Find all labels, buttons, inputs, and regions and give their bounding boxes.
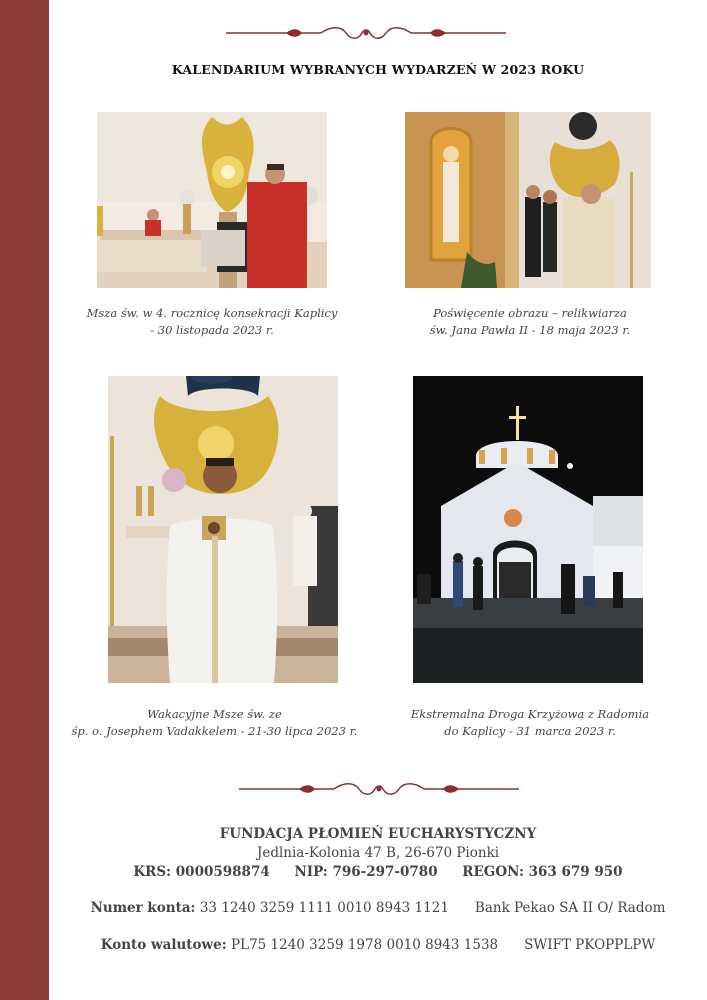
account-number: 33 1240 3259 1111 0010 8943 1121 <box>199 900 449 916</box>
nip-number: NIP: 796-297-0780 <box>294 864 438 880</box>
caption-event-2 <box>395 305 665 339</box>
page-title: KALENDARIUM WYBRANYCH WYDARZEŃ W 2023 ROKU <box>171 62 585 77</box>
caption-event-1 <box>70 305 354 339</box>
regon-number: REGON: 363 679 950 <box>462 864 623 880</box>
caption-event-4-line1: Ekstremalna Droga Krzyżowa z Radomia <box>410 707 650 721</box>
bank-account-line <box>49 900 707 916</box>
caption-event-3-line2: śp. o. Josephem Vadakkelem - 21-30 lipca 2023 r. <box>71 724 358 738</box>
foundation-name: FUNDACJA PŁOMIEŃ EUCHARYSTYCZNY <box>219 826 537 842</box>
account-label: Numer konta: <box>90 900 196 916</box>
bank-name: Bank Pekao SA II O/ Radom <box>474 900 666 916</box>
fx-account-number: PL75 1240 3259 1978 0010 8943 1538 <box>231 937 499 953</box>
caption-event-1-line2: - 30 listopada 2023 r. <box>150 323 274 337</box>
swift-code: SWIFT PKOPPLPW <box>524 937 656 953</box>
top-ornament-divider <box>226 26 506 40</box>
photo-summer-masses <box>108 376 338 683</box>
foundation-address: Jedlnia-Kolonia 47 B, 26-670 Pionki <box>256 845 500 861</box>
side-band <box>0 0 49 1000</box>
caption-event-4-line2: do Kaplicy - 31 marca 2023 r. <box>444 724 616 738</box>
krs-number: KRS: 0000598874 <box>133 864 270 880</box>
caption-event-3-line1: Wakacyjne Msze św. ze <box>147 707 282 721</box>
fx-account-label: Konto walutowe: <box>100 937 227 953</box>
registry-ids <box>49 864 707 880</box>
photo-way-of-cross <box>413 376 643 683</box>
caption-event-4 <box>395 706 665 740</box>
caption-event-3 <box>62 706 367 740</box>
photo-relic-blessing <box>405 112 651 288</box>
caption-event-2-line1: Poświęcenie obrazu – relikwiarza <box>433 306 627 320</box>
fx-account-line <box>49 937 707 953</box>
bottom-ornament-divider <box>239 782 519 796</box>
caption-event-1-line1: Msza św. w 4. rocznicę konsekracji Kaplicy <box>86 306 338 320</box>
caption-event-2-line2: św. Jana Pawła II - 18 maja 2023 r. <box>429 323 631 337</box>
photo-anniversary-mass <box>97 112 327 288</box>
